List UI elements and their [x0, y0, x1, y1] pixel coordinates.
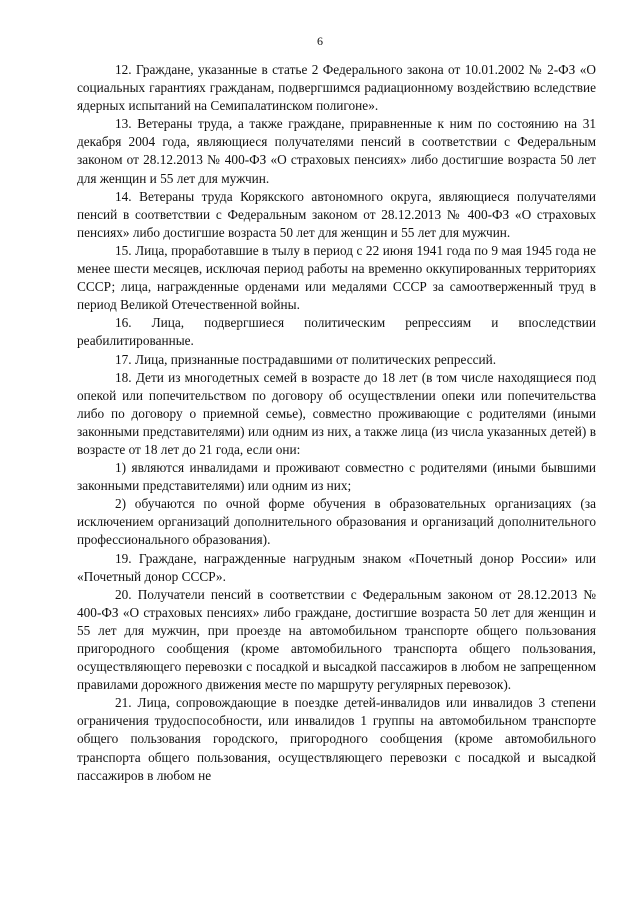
paragraph-17: 17. Лица, признанные пострадавшими от политических репрессий. — [115, 351, 497, 367]
paragraph-15: 15. Лица, проработавшие в тылу в период с 22 июня 1941 года по 9 мая 1945 года не менее шести месяцев, исключая период работы на временно оккупированных территориях СССР; лица, награжденные орденами или медалями СССР за самоотверженный труд в период Великой Отечественной войны. — [77, 242, 596, 313]
paragraph-16: 16. Лица, подвергшиеся политическим репрессиям и впоследствии реабилитированные. — [77, 315, 596, 349]
paragraph-14: 14. Ветераны труда Корякского автономного округа, являющиеся получателями пенсий в соответствии с Федеральным законом от 28.12.2013 № 400-ФЗ «О страховых пенсиях» либо достигшие возраста 50 лет для женщин и 55 лет для мужчин. — [77, 188, 596, 240]
page-number: 6 — [317, 34, 323, 48]
paragraph-21: 21. Лица, сопровождающие в поездке детей-инвалидов или инвалидов 3 степени ограничения трудоспособности, или инвалидов 1 группы на автомобильном транспорте общего пользования городского, пригородного сообщения (кроме автомобильного транспорта общего пользования, осуществляющего перевозки с посадкой и высадкой пассажиров в любом не — [77, 695, 596, 783]
document-body — [77, 61, 596, 785]
paragraph-13: 13. Ветераны труда, а также граждане, приравненные к ним по состоянию на 31 декабря 2004 года, являющиеся получателями пенсий в соответствии с Федеральным законом от 28.12.2013 № 400-ФЗ «О страховых пенсиях» либо достигшие возраста 50 лет для женщин и 55 лет для мужчин. — [77, 116, 596, 186]
paragraph-18-sub-1: 1) являются инвалидами и проживают совместно с родителями (иными бывшими законными представителями) или одним из них; — [77, 460, 596, 494]
paragraph-18: 18. Дети из многодетных семей в возрасте до 18 лет (в том числе находящиеся под опекой или попечительством по договору об осуществлении опеки или попечительства либо по договору о приемной семье), совместно проживающие с родителями (иными законными представителями) или одним из них, а также лица (из числа указанных детей) в возрасте от 18 лет до 21 года, если они: — [77, 369, 596, 457]
paragraph-20: 20. Получатели пенсий в соответствии с Федеральным законом от 28.12.2013 № 400-ФЗ «О страховых пенсиях» либо граждане, достигшие возраста 50 лет для женщин и 55 лет для мужчин, при проезде на автомобильном транспорте общего пользования пригородного сообщения (кроме автомобильного транспорта общего пользования, осуществляющего перевозки с посадкой и высадкой пассажиров в любом не запрещенном правилами дорожного движения месте по маршруту регулярных перевозок). — [77, 586, 596, 693]
paragraph-12: 12. Граждане, указанные в статье 2 Федерального закона от 10.01.2002 № 2-ФЗ «О социальных гарантиях гражданам, подвергшимся радиационному воздействию вследствие ядерных испытаний на Семипалатинском полигоне». — [77, 62, 596, 114]
paragraph-19: 19. Граждане, награжденные нагрудным знаком «Почетный донор России» или «Почетный донор СССР». — [77, 550, 596, 584]
paragraph-18-sub-2: 2) обучаются по очной форме обучения в образовательных организациях (за исключением организаций дополнительного образования и организаций дополнительного профессионального образования). — [77, 496, 596, 548]
